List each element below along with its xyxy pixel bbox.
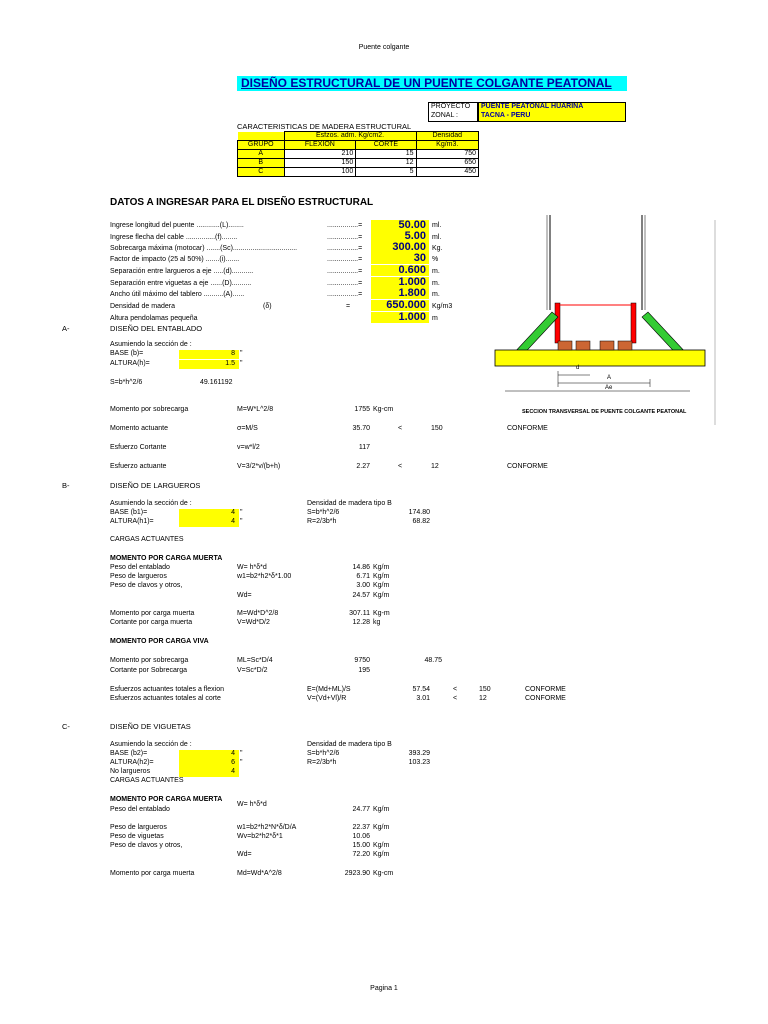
- row-cmp: <: [398, 463, 403, 470]
- row-limit: 150: [479, 686, 491, 693]
- row-value: 1755: [354, 406, 370, 413]
- row-value: 14.86: [352, 564, 370, 571]
- row-value: 2.27: [356, 463, 370, 470]
- input-impacto[interactable]: 30: [371, 253, 429, 264]
- inch-mark: ": [240, 750, 243, 757]
- sec-b-s-formula: S=b*h^2/6: [307, 509, 340, 516]
- hdr-esfuerzo: Esfzos. adm. Kg/cm2.: [284, 132, 416, 141]
- section-a-title: DISEÑO DEL ENTABLADO: [110, 324, 203, 333]
- dim-d-label: d: [576, 365, 580, 371]
- row-formula: E=(Md+ML)/S: [307, 686, 351, 693]
- input-unit: ml.: [432, 234, 442, 241]
- row-label: Cortante por Sobrecarga: [110, 667, 188, 674]
- densidad-cell: 650: [416, 159, 478, 168]
- status-conforme: CONFORME: [525, 695, 566, 702]
- sec-b-mcm: MOMENTO POR CARGA MUERTA: [110, 555, 223, 562]
- row-label: Momento actuante: [110, 425, 168, 432]
- sec-c-r-formula: R=2/3b*h: [307, 759, 337, 766]
- flexion-cell: 100: [284, 168, 356, 177]
- row-value2: 48.75: [424, 657, 442, 664]
- sec-c-nolarg-cell[interactable]: [179, 768, 239, 777]
- densidad-cell: 750: [416, 150, 478, 159]
- input-sep-viguetas[interactable]: 1.000: [371, 277, 429, 288]
- row-unit: Kg/m: [373, 851, 390, 858]
- flexion-cell: 150: [284, 159, 356, 168]
- sec-a-altura-value: 1.5: [225, 360, 235, 367]
- input-dots: ................=: [327, 291, 363, 298]
- sec-c-s-formula: S=b*h^2/6: [307, 750, 340, 757]
- drawing-caption: SECCION TRANSVERSAL DE PUENTE COLGANTE PEATONAL: [522, 409, 687, 415]
- row-label: Peso de largueros: [110, 573, 167, 580]
- row-formula: ML=Sc*D/4: [237, 657, 273, 664]
- sec-c-altura-label: ALTURA(h2)=: [110, 759, 154, 766]
- row-value: 307.11: [349, 610, 370, 617]
- sec-b-altura-cell[interactable]: [179, 518, 239, 527]
- row-unit: Kg/m: [373, 824, 390, 831]
- inch-mark: ": [240, 509, 243, 516]
- input-unit: ml.: [432, 222, 442, 229]
- row-cmp: <: [398, 425, 403, 432]
- input-dots: ................=: [327, 234, 363, 241]
- input-unit: m.: [432, 291, 440, 298]
- status-conforme: CONFORME: [507, 425, 548, 432]
- row-formula: V=Wd*D/2: [237, 619, 270, 626]
- input-label-dd: Separación entre viguetas a eje ......(D)..........: [110, 280, 252, 287]
- inch-mark: ": [240, 350, 243, 357]
- row-label: Esfuerzo actuante: [110, 463, 167, 470]
- row-formula: σ=M/S: [237, 425, 258, 432]
- section-b-title: DISEÑO DE LARGUEROS: [110, 481, 201, 490]
- hdr-corte: CORTE: [356, 141, 416, 150]
- row-value: 24.77: [352, 806, 370, 813]
- sec-a-s-value: 49.161192: [200, 379, 233, 386]
- row-label: Momento por sobrecarga: [110, 406, 189, 413]
- row-cmp: <: [453, 695, 458, 702]
- table-row: [238, 159, 479, 168]
- input-label-altura-pend: Altura pendolamas pequeña: [110, 315, 198, 322]
- status-conforme: CONFORME: [525, 686, 566, 693]
- row-label: Cortante por carga muerta: [110, 619, 193, 626]
- sec-b-altura-label: ALTURA(h1)=: [110, 518, 154, 525]
- input-label-f: Ingrese flecha del cable ...............(f)........: [110, 234, 238, 241]
- sec-b-base-value: 4: [231, 509, 235, 516]
- table-row: [238, 150, 479, 159]
- sec-c-base-label: BASE (b2)=: [110, 750, 148, 757]
- sec-a-base-label: BASE (b)=: [110, 350, 144, 357]
- row-value: 22.37: [352, 824, 370, 831]
- input-dots: ................=: [327, 245, 363, 252]
- bridge-section-svg: [490, 215, 720, 425]
- row-limit: 150: [431, 425, 443, 432]
- row-value: 195: [358, 667, 370, 674]
- input-unit: Kg.: [432, 245, 443, 252]
- sec-b-mcv: MOMENTO POR CARGA VIVA: [110, 638, 209, 645]
- sec-b-s-value: 174.80: [408, 509, 430, 516]
- input-flecha[interactable]: 5.00: [371, 231, 429, 242]
- inputs-heading: DATOS A INGRESAR PARA EL DISEÑO ESTRUCTURAL: [110, 197, 374, 208]
- row-label: Peso de clavos y otros,: [110, 582, 183, 589]
- sec-b-r-formula: R=2/3b*h: [307, 518, 337, 525]
- sec-a-altura-label: ALTURA(h)=: [110, 360, 150, 367]
- row-value: 3.01: [416, 695, 430, 702]
- row-formula: W= h*δ*d: [237, 801, 267, 808]
- row-value: 6.71: [356, 573, 370, 580]
- row-cmp: <: [453, 686, 458, 693]
- sec-c-base-cell[interactable]: [179, 750, 239, 759]
- sec-a-s-formula: S=b*h^2/6: [110, 379, 143, 386]
- input-label-sc: Sobrecarga máxima (motocar) .......(Sc).................................: [110, 245, 298, 252]
- sec-c-asumiendo: Asumiendo la sección de :: [110, 741, 192, 748]
- input-dots: ................=: [327, 256, 363, 263]
- densidad-cell: 450: [416, 168, 478, 177]
- sec-c-nolarg-value: 4: [231, 768, 235, 775]
- grupo-cell: B: [238, 159, 285, 168]
- row-label: Esfuerzos actuantes totales a flexion: [110, 686, 225, 693]
- row-formula: W= h*δ*d: [237, 564, 267, 571]
- input-dots: =: [346, 303, 351, 310]
- row-unit: kg: [373, 619, 381, 626]
- inch-mark: ": [240, 518, 243, 525]
- inch-mark: ": [240, 360, 243, 367]
- sec-c-nolarg-label: No largueros: [110, 768, 151, 775]
- row-limit: 12: [431, 463, 439, 470]
- hdr-kgm3: Kg/m3.: [416, 141, 478, 150]
- row-unit: Kg-cm: [373, 406, 394, 413]
- sec-c-s-value: 393.29: [408, 750, 430, 757]
- sec-b-base-label: BASE (b1)=: [110, 509, 148, 516]
- sec-c-altura-cell[interactable]: [179, 759, 239, 768]
- row-label: Peso de viguetas: [110, 833, 164, 840]
- input-label-a: Ancho útil máximo del tablero ..........(A)......: [110, 291, 245, 298]
- sec-c-densidad: Densidad de madera tipo B: [307, 741, 392, 748]
- page-header: Puente colgante: [358, 44, 410, 51]
- wood-table: [237, 131, 479, 177]
- row-unit: Kg/m: [373, 582, 390, 589]
- row-label: Esfuerzo Cortante: [110, 444, 167, 451]
- sec-b-r-value: 68.82: [412, 518, 430, 525]
- row-unit: Kg-m: [373, 610, 390, 617]
- sec-a-asumiendo: Asumiendo la sección de :: [110, 341, 192, 348]
- row-label: Peso de largueros: [110, 824, 167, 831]
- dim-ae-label: Ae: [605, 385, 613, 391]
- input-unit: Kg/m3: [432, 303, 453, 310]
- sec-c-r-value: 103.23: [408, 759, 430, 766]
- row-unit: Kg-cm: [373, 870, 394, 877]
- proyecto-label: PROYECTO: [431, 103, 471, 110]
- row-unit: Kg/m: [373, 573, 390, 580]
- row-value: 57.54: [412, 686, 430, 693]
- row-formula: Wd=: [237, 851, 252, 858]
- input-altura-pendola[interactable]: 1.000: [371, 312, 429, 323]
- document-title: DISEÑO ESTRUCTURAL DE UN PUENTE COLGANTE PEATONAL: [237, 76, 627, 91]
- input-sep-largueros[interactable]: 0.600: [371, 265, 429, 276]
- sec-a-base-value: 8: [231, 350, 235, 357]
- hdr-grupo: GRUPO: [238, 141, 285, 150]
- row-value: 15.00: [352, 842, 370, 849]
- section-b-letter: B-: [62, 481, 70, 490]
- sec-b-asumiendo: Asumiendo la sección de :: [110, 500, 192, 507]
- input-sobrecarga[interactable]: 300.00: [371, 242, 429, 253]
- sec-b-densidad: Densidad de madera tipo B: [307, 500, 392, 507]
- row-unit: Kg/m: [373, 806, 390, 813]
- row-formula: M=Wd*D^2/8: [237, 610, 279, 617]
- row-value: 9750: [354, 657, 370, 664]
- row-label: Momento por carga muerta: [110, 870, 195, 877]
- sec-b-base-cell[interactable]: [179, 509, 239, 518]
- row-value: 72.20: [352, 851, 370, 858]
- flexion-cell: 210: [284, 150, 356, 159]
- input-dots: ................=: [327, 268, 363, 275]
- grupo-cell: A: [238, 150, 285, 159]
- grupo-cell: C: [238, 168, 285, 177]
- row-formula: V=Sc*D/2: [237, 667, 268, 674]
- row-value: 3.00: [356, 582, 370, 589]
- table-row: [238, 168, 479, 177]
- row-value: 117: [358, 444, 370, 451]
- input-longitud[interactable]: 50.00: [371, 220, 429, 231]
- row-formula: v=w*l/2: [237, 444, 260, 451]
- hdr-flexion: FLEXION: [284, 141, 356, 150]
- row-formula: Wd=: [237, 592, 252, 599]
- row-unit: Kg/m: [373, 842, 390, 849]
- row-formula: V=(Vd+Vl)/R: [307, 695, 347, 702]
- inch-mark: ": [240, 759, 243, 766]
- section-a-letter: A-: [62, 324, 70, 333]
- sec-c-altura-value: 6: [231, 759, 235, 766]
- input-label-densidad: Densidad de madera: [110, 303, 175, 310]
- dim-a-label: A: [607, 375, 612, 381]
- sec-c-cargas: CARGAS ACTUANTES: [110, 777, 184, 784]
- input-label-i: Factor de impacto (25 al 50%) .......(i).......: [110, 256, 240, 263]
- row-limit: 12: [479, 695, 487, 702]
- proyecto-value: PUENTE PEATONAL HUARINA: [481, 103, 584, 110]
- row-formula: w1=b2*h2*N*δ/D/A: [237, 824, 297, 831]
- input-unit: m.: [432, 280, 440, 287]
- bridge-section-drawing: [490, 215, 720, 425]
- input-label-l: Ingrese longitud del puente ............(L)........: [110, 222, 244, 229]
- row-value: 12.28: [352, 619, 370, 626]
- input-label-d: Separación entre largueros a eje .....(d)...........: [110, 268, 254, 275]
- input-ancho[interactable]: 1.800: [371, 288, 429, 299]
- corte-cell: 15: [356, 150, 416, 159]
- row-label: Momento por carga muerta: [110, 610, 195, 617]
- row-formula: w1=b2*h2*δ*1.00: [237, 573, 292, 580]
- input-unit: m: [432, 315, 438, 322]
- zonal-label: ZONAL :: [431, 112, 458, 119]
- sec-c-mcm: MOMENTO POR CARGA MUERTA: [110, 796, 223, 803]
- row-formula: Wv=b2*h2*δ*1: [237, 833, 283, 840]
- sec-b-cargas: CARGAS ACTUANTES: [110, 536, 184, 543]
- row-unit: Kg/m: [373, 564, 390, 571]
- zonal-value: TACNA - PERU: [481, 112, 531, 119]
- delta-symbol: (δ): [263, 303, 272, 310]
- row-label: Peso del entablado: [110, 806, 170, 813]
- input-dots: ................=: [327, 280, 363, 287]
- row-value: 24.57: [352, 592, 370, 599]
- row-label: Esfuerzos actuantes totales al corte: [110, 695, 221, 702]
- row-formula: M=W*L^2/8: [237, 406, 274, 413]
- status-conforme: CONFORME: [507, 463, 548, 470]
- row-value: 35.70: [352, 425, 370, 432]
- row-value: 10.06: [352, 833, 370, 840]
- section-c-letter: C-: [62, 722, 70, 731]
- sec-b-altura-value: 4: [231, 518, 235, 525]
- sec-a-altura-cell[interactable]: [179, 360, 239, 369]
- row-unit: Kg/m: [373, 592, 390, 599]
- row-label: Peso del entablado: [110, 564, 170, 571]
- wood-table-caption: CARACTERISTICAS DE MADERA ESTRUCTURAL: [237, 122, 412, 131]
- input-unit: %: [432, 256, 439, 263]
- row-formula: Md=Wd*A^2/8: [237, 870, 282, 877]
- hdr-densidad: Densidad: [416, 132, 478, 141]
- corte-cell: 12: [356, 159, 416, 168]
- input-densidad[interactable]: 650.000: [371, 300, 429, 311]
- corte-cell: 5: [356, 168, 416, 177]
- row-label: Peso de clavos y otros,: [110, 842, 183, 849]
- page-footer: Pagina 1: [370, 985, 398, 992]
- section-c-title: DISEÑO DE VIGUETAS: [110, 722, 191, 731]
- input-unit: m.: [432, 268, 440, 275]
- sec-c-base-value: 4: [231, 750, 235, 757]
- row-label: Momento por sobrecarga: [110, 657, 189, 664]
- sec-a-base-cell[interactable]: [179, 350, 239, 359]
- row-formula: V=3/2*v/(b+h): [237, 463, 281, 470]
- row-value: 2923.90: [344, 870, 370, 877]
- input-dots: ................=: [327, 222, 363, 229]
